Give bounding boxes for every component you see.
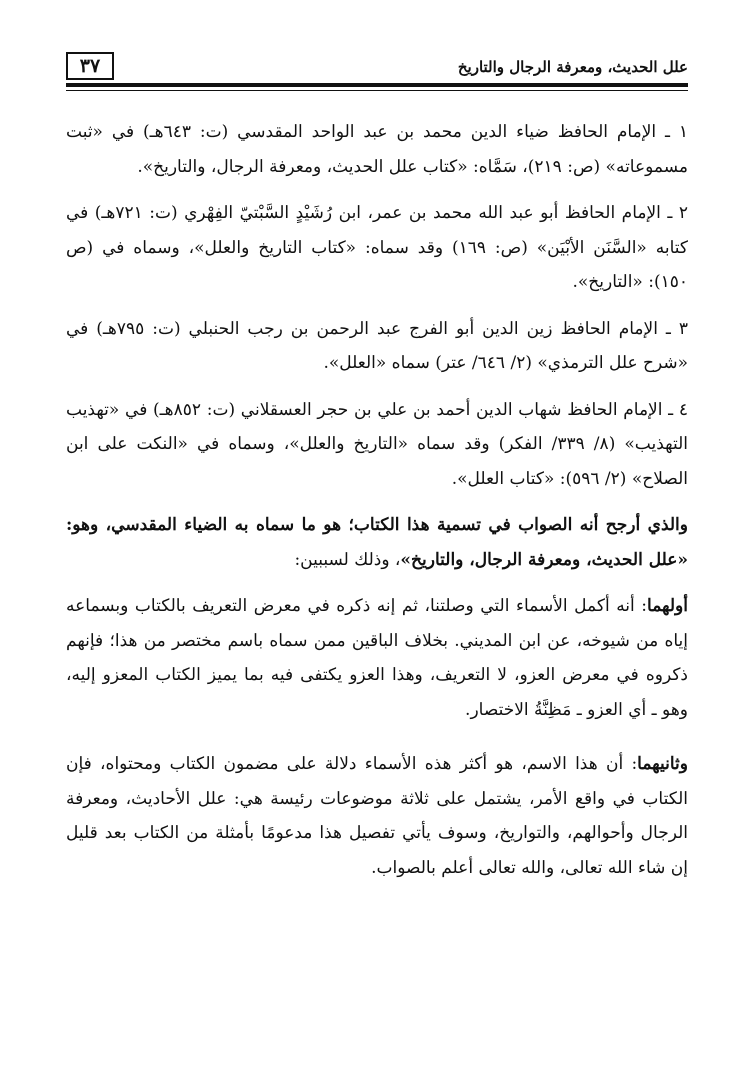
preferred-title-lead: والذي أرجح أنه الصواب في تسمية هذا الكتاب؛ هو ما سماه به الضياء المقدسي، وهو: «علل الحديث، ومعرفة الرجال، والتاريخ» xyxy=(66,515,688,570)
page-body xyxy=(66,115,688,897)
first-reason-text: : أنه أكمل الأسماء التي وصلتنا، ثم إنه ذكره في معرض التعريف بالكتاب وبسماعه إياه من شيوخه، عن ابن المديني. بخلاف الباقين ممن سماه باسم مختصر من هذا؛ فإنهم ذكروه في معرض العزو، لا التعريف، وهذا العزو يكتفى فيه بما يميز الكتاب المعزو إليه، وهو ـ أي العزو ـ مَظِنَّةُ الاختصار. xyxy=(66,596,688,720)
first-reason-paragraph xyxy=(66,589,688,727)
source-item-4-text: ٤ ـ الإمام الحافظ شهاب الدين أحمد بن علي بن حجر العسقلاني (ت: ٨٥٢هـ) في «تهذيب التهذيب» (٨/ ٣٣٩/ الفكر) وقد سماه «التاريخ والعلل»، وسماه في «النكت على ابن الصلاح» (٢/ ٥٩٦): «كتاب العلل». xyxy=(66,399,689,489)
preferred-title-text: ، وذلك لسببين: xyxy=(294,549,401,570)
source-item-1-text: ١ ـ الإمام الحافظ ضياء الدين محمد بن عبد الواحد المقدسي (ت: ٦٤٣هـ) في «ثبت مسموعاته» (ص: ٢١٩)، سَمَّاه: «كتاب علل الحديث، ومعرفة الرجال، والتاريخ». xyxy=(66,122,689,177)
preferred-title-paragraph xyxy=(66,508,688,577)
second-reason-lead: وثانيهما xyxy=(637,754,688,774)
source-item-1 xyxy=(66,115,688,184)
source-item-4 xyxy=(66,393,688,497)
second-reason-paragraph xyxy=(66,747,688,885)
source-item-3-text: ٣ ـ الإمام الحافظ زين الدين أبو الفرج عبد الرحمن بن رجب الحنبلي (ت: ٧٩٥هـ) في «شرح علل الترمذي» (٢/ ٦٤٦/ عتر) سماه «العلل». xyxy=(66,318,689,373)
source-item-2 xyxy=(66,196,688,300)
source-item-2-text: ٢ ـ الإمام الحافظ أبو عبد الله محمد بن عمر، ابن رُشَيْدٍ السَّبْتيّ الفِهْري (ت: ٧٢١هـ) في كتابه «السَّنَن الأبْيَن» (ص: ١٦٩) وقد سماه: «كتاب التاريخ والعلل»، وسماه في (ص ١٥٠): «التاريخ». xyxy=(66,203,689,292)
running-title: علل الحديث، ومعرفة الرجال والتاريخ xyxy=(457,58,688,76)
first-reason-lead: أولهما xyxy=(647,596,688,616)
second-reason-text: : أن هذا الاسم، هو أكثر هذه الأسماء دلالة على مضمون الكتاب ومحتواه، فإن الكتاب في واقع الأمر، يشتمل على ثلاثة موضوعات رئيسة هي: علل الأحاديث، ومعرفة الرجال وأحوالهم، والتواريخ، وسوف يأتي تفصيل هذا مدعومًا بأمثلة من الكتاب بعد قليل إن شاء الله تعالى، والله تعالى أعلم بالصواب. xyxy=(66,754,688,878)
page-header xyxy=(66,46,688,86)
header-rule-thin xyxy=(66,90,688,91)
source-item-3 xyxy=(66,312,688,381)
header-rule-thick xyxy=(66,83,688,87)
page-number: ٣٧ xyxy=(66,52,114,80)
